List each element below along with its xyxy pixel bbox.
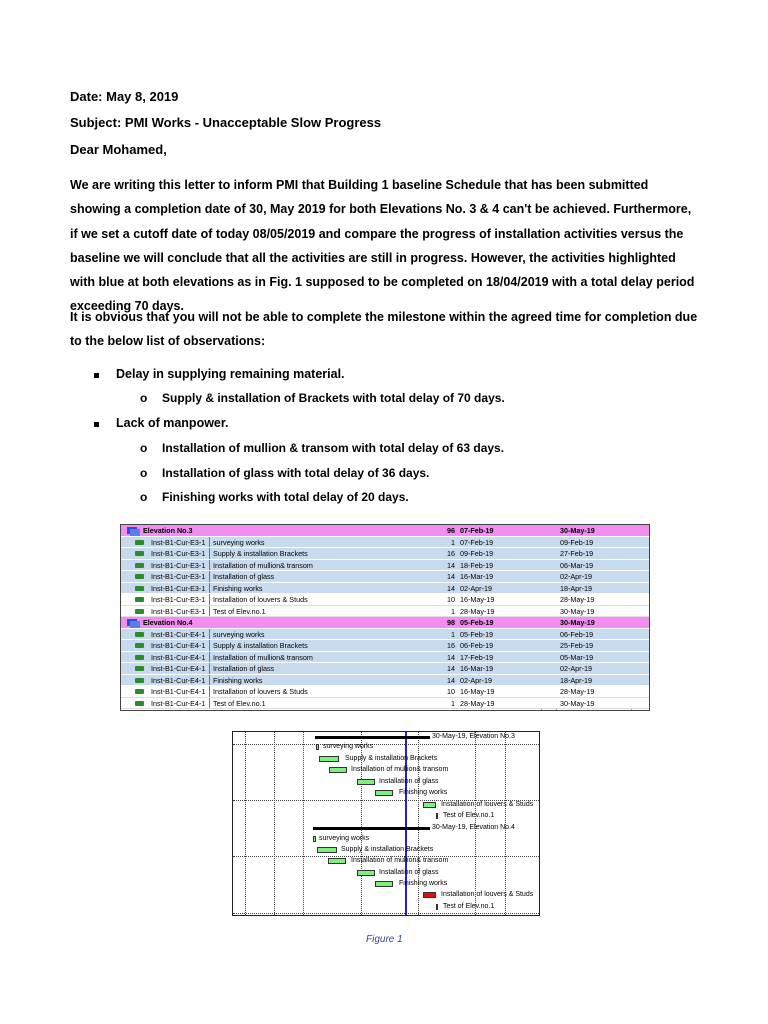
duration: 10 [447, 687, 455, 696]
task-icon [135, 655, 144, 660]
gantt-bar-late [423, 892, 436, 898]
summary-task-icon [130, 529, 140, 536]
gantt-label: surveying works [319, 835, 370, 842]
gantt-bar [423, 802, 436, 808]
start-date: 05-Feb-19 [460, 629, 494, 639]
finish-date: 28-May-19 [560, 687, 595, 696]
gantt-label: 30-May-19, Elevation No.3 [432, 733, 515, 740]
start-date: 16-May-19 [460, 687, 495, 696]
gantt-label: surveying works [323, 743, 374, 750]
task-icon [135, 643, 144, 648]
duration: 1 [451, 698, 455, 708]
gantt-bar [436, 813, 438, 819]
bullet-item-material: Delay in supplying remaining material. [116, 367, 345, 381]
table-row [121, 537, 649, 549]
duration: 14 [447, 572, 455, 581]
task-icon [135, 574, 144, 579]
sub-bullet-marker: o [140, 441, 148, 455]
gantt-gridline [233, 744, 539, 745]
start-date: 17-Feb-19 [460, 652, 494, 662]
start-date: 16-Mar-19 [460, 572, 494, 581]
activity-name: surveying works [213, 629, 265, 639]
task-icon [135, 597, 144, 602]
table-row [121, 640, 649, 652]
table-group-row [121, 617, 649, 629]
task-icon [135, 701, 144, 706]
start-date: 05-Feb-19 [460, 618, 494, 627]
gantt-bar [357, 870, 375, 876]
task-icon [135, 678, 144, 683]
letter-date: Date: May 8, 2019 [70, 89, 179, 104]
start-date: 02-Apr-19 [460, 675, 492, 685]
activity-name: Installation of mullion& transom [213, 652, 313, 662]
gantt-chart [232, 731, 540, 916]
finish-date: 30-May-19 [560, 606, 595, 616]
figure-caption: Figure 1 [366, 934, 403, 945]
sub-bullet-marker: o [140, 490, 148, 504]
table-row [121, 652, 649, 664]
start-date: 07-Feb-19 [460, 537, 494, 547]
sub-bullet-marker: o [140, 466, 148, 480]
start-date: 16-Mar-19 [460, 664, 494, 673]
sub-item-finishing: Finishing works with total delay of 20 days. [162, 490, 409, 504]
group-name: Elevation No.3 [143, 526, 193, 535]
activity-name: Test of Elev.no.1 [213, 606, 266, 616]
task-icon [135, 586, 144, 591]
duration: 1 [451, 629, 455, 639]
gantt-summary-bar [315, 736, 430, 739]
sub-item-mullion: Installation of mullion & transom with total delay of 63 days. [162, 441, 505, 455]
activity-id: Inst-B1-Cur-E4-1 [151, 652, 210, 664]
activity-id: Inst-B1-Cur-E4-1 [151, 698, 210, 710]
activity-id: Inst-B1-Cur-E3-1 [151, 560, 210, 572]
gantt-label: Supply & installation Brackets [345, 755, 438, 762]
group-name: Elevation No.4 [143, 618, 193, 627]
start-date: 02-Apr-19 [460, 583, 492, 593]
task-icon [135, 551, 144, 556]
start-date: 07-Feb-19 [460, 526, 494, 535]
summary-task-icon [130, 621, 140, 628]
table-row [121, 698, 649, 710]
activity-name: Installation of louvers & Studs [213, 595, 308, 604]
table-row [121, 560, 649, 572]
duration: 16 [447, 549, 455, 558]
activity-id: Inst-B1-Cur-E3-1 [151, 571, 210, 583]
finish-date: 30-May-19 [560, 526, 595, 535]
gantt-bar [319, 756, 339, 762]
gantt-bar [328, 858, 346, 864]
finish-date: 30-May-19 [560, 698, 595, 708]
finish-date: 06-Feb-19 [560, 629, 594, 639]
activity-name: Installation of louvers & Studs [213, 687, 308, 696]
gantt-bar [329, 767, 347, 773]
start-date: 28-May-19 [460, 698, 495, 708]
gantt-label: Test of Elev.no.1 [443, 812, 495, 819]
finish-date: 05-Mar-19 [560, 652, 594, 662]
finish-date: 28-May-19 [560, 595, 595, 604]
gantt-gridline [274, 732, 275, 915]
gantt-gridline [303, 732, 304, 915]
gantt-gridline [245, 732, 246, 915]
finish-date: 27-Feb-19 [560, 549, 594, 558]
gantt-label: Finishing works [399, 789, 448, 796]
gantt-bar [357, 779, 375, 785]
letter-paragraph-1: We are writing this letter to inform PMI that Building 1 baseline Schedule that has been submitted showing a completion date of 30, May 2019 for both Elevations No. 3 & 4 can't be achieved. Furthermore, if we set a cutoff date of today 08/05/2019 and compare the progress of installation activities versus the baseline we will conclude that all the activities are still in progress. However, the activities highlighted with blue at both elevations as in Fig. 1 supposed to be completed on 18/04/2019 with a total delay period exceeding 70 days. [70, 178, 695, 314]
gantt-label: Installation of louvers & Studs [441, 801, 534, 808]
table-row [121, 629, 649, 641]
finish-date: 25-Feb-19 [560, 641, 594, 650]
task-icon [135, 689, 144, 694]
activity-name: Finishing works [213, 583, 263, 593]
activity-name: Test of Elev.no.1 [213, 698, 266, 708]
letter-subject: Subject: PMI Works - Unacceptable Slow Progress [70, 115, 382, 130]
table-group-row [121, 525, 649, 537]
gantt-gridline [233, 913, 539, 914]
gantt-label: Installation of glass [379, 778, 439, 785]
gantt-bar [375, 881, 393, 887]
gantt-bar [375, 790, 393, 796]
duration: 14 [447, 652, 455, 662]
finish-date: 02-Apr-19 [560, 572, 592, 581]
table-row [121, 686, 649, 698]
activity-name: surveying works [213, 537, 265, 547]
sub-item-glass: Installation of glass with total delay of 36 days. [162, 466, 430, 480]
start-date: 28-May-19 [460, 606, 495, 616]
letter-greeting: Dear Mohamed, [70, 142, 167, 157]
activity-name: Supply & installation Brackets [213, 641, 308, 650]
task-icon [135, 632, 144, 637]
activity-name: Finishing works [213, 675, 263, 685]
sub-bullet-marker: o [140, 391, 148, 405]
start-date: 06-Feb-19 [460, 641, 494, 650]
gantt-label: Supply & installation Brackets [341, 846, 434, 853]
bullet-square-icon [94, 373, 99, 378]
schedule-table [120, 524, 650, 711]
gantt-bar-late [436, 904, 438, 910]
finish-date: 30-May-19 [560, 618, 595, 627]
activity-id: Inst-B1-Cur-E4-1 [151, 629, 210, 641]
duration: 14 [447, 664, 455, 673]
gantt-label: Installation of mullion& transom [351, 857, 449, 864]
activity-id: Inst-B1-Cur-E3-1 [151, 583, 210, 595]
finish-date: 18-Apr-19 [560, 675, 592, 685]
duration: 16 [447, 641, 455, 650]
gantt-summary-bar [313, 827, 430, 830]
activity-name: Supply & installation Brackets [213, 549, 308, 558]
sub-item-brackets: Supply & installation of Brackets with total delay of 70 days. [162, 391, 505, 405]
duration: 96 [447, 526, 455, 535]
gantt-label: Installation of mullion& transom [351, 766, 449, 773]
activity-id: Inst-B1-Cur-E4-1 [151, 663, 210, 675]
table-row [121, 663, 649, 675]
duration: 14 [447, 675, 455, 685]
table-row [121, 583, 649, 595]
task-icon [135, 540, 144, 545]
start-date: 09-Feb-19 [460, 549, 494, 558]
finish-date: 06-Mar-19 [560, 560, 594, 570]
start-date: 16-May-19 [460, 595, 495, 604]
gantt-label: Installation of louvers & Studs [441, 891, 534, 898]
duration: 14 [447, 560, 455, 570]
gantt-label: Installation of glass [379, 869, 439, 876]
table-row [121, 606, 649, 618]
activity-name: Installation of glass [213, 572, 275, 581]
gantt-bar [313, 836, 316, 842]
table-row [121, 675, 649, 687]
activity-id: Inst-B1-Cur-E4-1 [151, 686, 210, 698]
duration: 10 [447, 595, 455, 604]
task-icon [135, 563, 144, 568]
bullet-item-manpower: Lack of manpower. [116, 416, 229, 430]
gantt-label: Finishing works [399, 880, 448, 887]
activity-id: Inst-B1-Cur-E3-1 [151, 537, 210, 549]
finish-date: 18-Apr-19 [560, 583, 592, 593]
activity-id: Inst-B1-Cur-E4-1 [151, 675, 210, 687]
duration: 1 [451, 606, 455, 616]
gantt-label: 30-May-19, Elevation No.4 [432, 824, 515, 831]
table-row [121, 571, 649, 583]
activity-id: Inst-B1-Cur-E3-1 [151, 594, 210, 606]
activity-id: Inst-B1-Cur-E3-1 [151, 548, 210, 560]
finish-date: 09-Feb-19 [560, 537, 594, 547]
task-icon [135, 609, 144, 614]
bullet-square-icon [94, 422, 99, 427]
duration: 1 [451, 537, 455, 547]
activity-name: Installation of glass [213, 664, 275, 673]
table-row [121, 548, 649, 560]
table-row [121, 594, 649, 606]
finish-date: 02-Apr-19 [560, 664, 592, 673]
start-date: 18-Feb-19 [460, 560, 494, 570]
gantt-label: Test of Elev.no.1 [443, 903, 495, 910]
task-icon [135, 666, 144, 671]
gantt-bar [317, 847, 337, 853]
duration: 14 [447, 583, 455, 593]
letter-paragraph-2: It is obvious that you will not be able to complete the milestone within the agreed time for completion due to the below list of observations: [70, 310, 698, 349]
activity-name: Installation of mullion& transom [213, 560, 313, 570]
gantt-bar [316, 744, 319, 750]
activity-id: Inst-B1-Cur-E3-1 [151, 606, 210, 618]
activity-id: Inst-B1-Cur-E4-1 [151, 640, 210, 652]
duration: 98 [447, 618, 455, 627]
